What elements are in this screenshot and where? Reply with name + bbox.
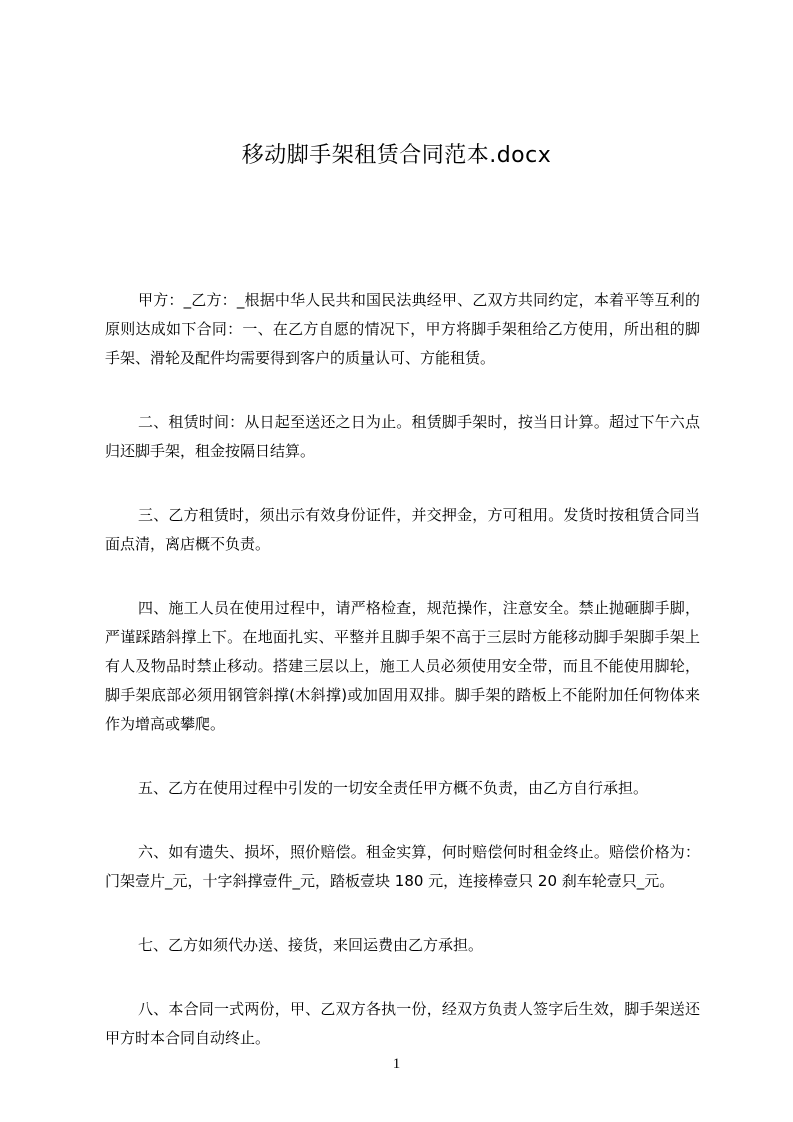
paragraph-identification-deposit: 三、乙方租赁时，须出示有效身份证件，并交押金，方可租用。发货时按租赁合同当面点清，离店概不负责。: [105, 506, 700, 553]
paragraph-delivery: 七、乙方如须代办送、接货，来回运费由乙方承担。: [138, 936, 484, 954]
paragraph-safety-operation: 四、施工人员在使用过程中，请严格检查，规范操作，注意安全。禁止抛砸脚手脚，严谨踩踏斜撑上下。在地面扎实、平整并且脚手架不高于三层时方能移动脚手架脚手架上有人及物品时禁止移动。搭建三层以上，施工人员必须使用安全带，而且不能使用脚轮，脚手架底部必须用钢管斜撑(木斜撑)或加固用双排。脚手架的踏板上不能附加任何物体来作为增高或攀爬。: [105, 599, 700, 733]
paragraph-validity: 八、本合同一式两份，甲、乙双方各执一份，经双方负责人签字后生效，脚手架送还甲方时本合同自动终止。: [105, 1000, 700, 1047]
document-body: [105, 286, 700, 1053]
paragraph-rental-period: 二、租赁时间：从日起至送还之日为止。租赁脚手架时，按当日计算。超过下午六点归还脚手架，租金按隔日结算。: [105, 413, 700, 460]
document-title: 移动脚手架租赁合同范本.docx: [241, 143, 552, 168]
paragraph-preamble: 甲方：_乙方：_根据中华人民共和国民法典经甲、乙双方共同约定，本着平等互利的原则达成如下合同：一、在乙方自愿的情况下，甲方将脚手架租给乙方使用，所出租的脚手架、滑轮及配件均需要得到客户的质量认可、方能租赁。: [105, 291, 700, 367]
paragraph-compensation: 六、如有遗失、损坏，照价赔偿。租金实算，何时赔偿何时租金终止。赔偿价格为：门架壹片_元，十字斜撑壹件_元，踏板壹块 180 元，连接棒壹只 20 刹车轮壹只_元。: [105, 843, 700, 890]
page-number: 1: [392, 1056, 401, 1072]
paragraph-liability: 五、乙方在使用过程中引发的一切安全责任甲方概不负责，由乙方自行承担。: [138, 779, 649, 797]
